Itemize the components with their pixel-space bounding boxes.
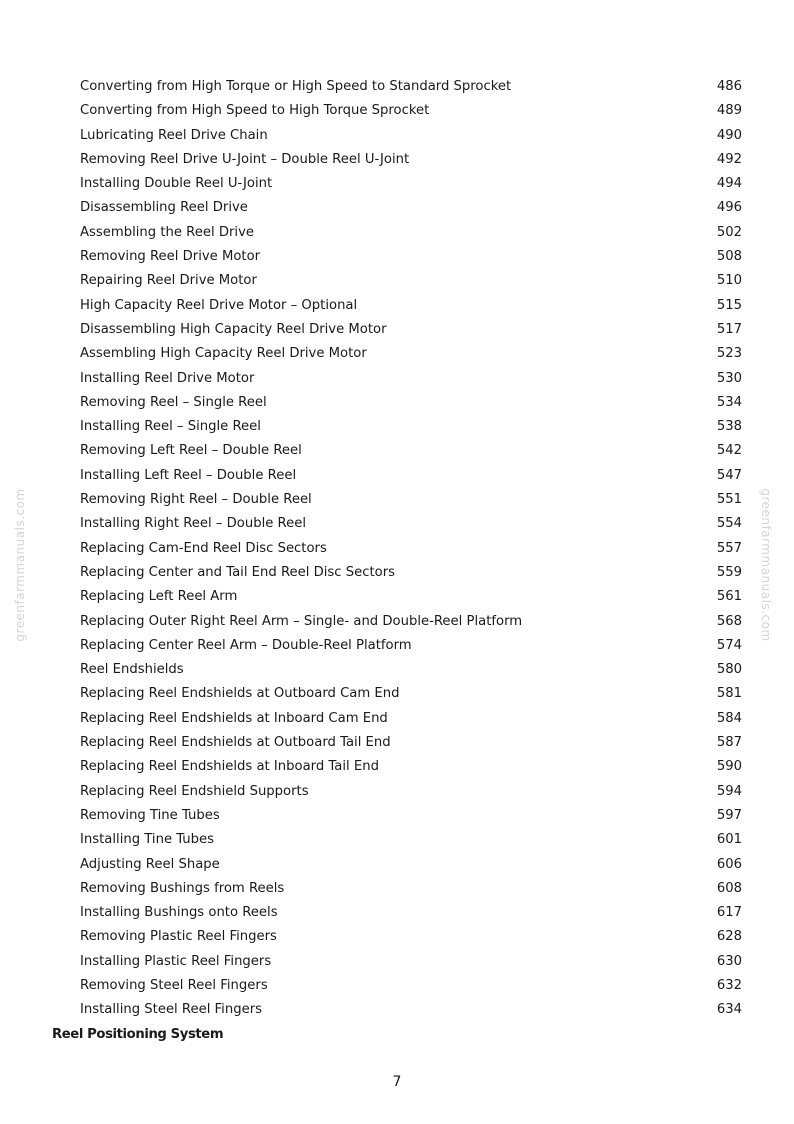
toc-entry-title: Installing Left Reel – Double Reel xyxy=(80,467,297,483)
toc-entry-page: 523 xyxy=(716,346,742,362)
toc-entry-page: 597 xyxy=(716,807,742,823)
toc-entry[interactable] xyxy=(0,342,794,366)
toc-entry-page: 574 xyxy=(716,637,742,653)
toc-entry[interactable] xyxy=(0,804,794,828)
toc-entry-page: 502 xyxy=(716,224,742,240)
toc-entry[interactable] xyxy=(0,537,794,561)
toc-entry-title: Installing Reel Drive Motor xyxy=(80,370,255,386)
toc-entry[interactable] xyxy=(0,974,794,998)
toc-entry-title: Installing Double Reel U-Joint xyxy=(80,176,273,192)
toc-entry[interactable] xyxy=(0,925,794,949)
toc-entry-title: Removing Plastic Reel Fingers xyxy=(80,929,277,945)
toc-entry[interactable] xyxy=(0,610,794,634)
toc-entry-page: 490 xyxy=(716,127,742,143)
toc-entry-page: 587 xyxy=(716,735,742,751)
toc-entry-title: Replacing Center and Tail End Reel Disc Sectors xyxy=(80,564,395,580)
toc-entry-title: Assembling High Capacity Reel Drive Motor xyxy=(80,346,367,362)
toc-entry-page: 617 xyxy=(716,905,742,921)
toc-entry-title: Replacing Reel Endshields at Inboard Tail End xyxy=(80,759,379,775)
toc-entry-title: Replacing Reel Endshield Supports xyxy=(80,783,309,799)
toc-entry-title: Converting from High Speed to High Torque Sprocket xyxy=(80,103,430,119)
toc-entry-title: Assembling the Reel Drive xyxy=(80,224,254,240)
toc-entry[interactable] xyxy=(0,901,794,925)
toc-entry-title: Removing Tine Tubes xyxy=(80,807,220,823)
toc-entry-title: Disassembling High Capacity Reel Drive Motor xyxy=(80,321,387,337)
toc-entry-page: 632 xyxy=(716,977,742,993)
toc-entry[interactable] xyxy=(0,682,794,706)
toc-entry-page: 568 xyxy=(716,613,742,629)
section-heading: Reel Positioning System xyxy=(52,1027,224,1042)
toc-entry-page: 594 xyxy=(716,783,742,799)
toc-entry-title: Installing Reel – Single Reel xyxy=(80,419,261,435)
toc-entry-page: 538 xyxy=(716,419,742,435)
toc-entry-page: 496 xyxy=(716,200,742,216)
toc-entry[interactable] xyxy=(0,512,794,536)
toc-entry[interactable] xyxy=(0,658,794,682)
toc-entry-page: 557 xyxy=(716,540,742,556)
toc-entry-page: 559 xyxy=(716,564,742,580)
toc-entry-page: 630 xyxy=(716,953,742,969)
toc-entry[interactable] xyxy=(0,853,794,877)
toc-entry-title: Reel Endshields xyxy=(80,662,184,678)
toc-entry[interactable] xyxy=(0,318,794,342)
toc-entry-title: Replacing Cam-End Reel Disc Sectors xyxy=(80,540,327,556)
toc-entry-title: Replacing Reel Endshields at Inboard Cam End xyxy=(80,710,388,726)
toc-entry-page: 515 xyxy=(716,297,742,313)
table-of-contents xyxy=(0,75,794,1023)
toc-entry-page: 634 xyxy=(716,1002,742,1018)
watermark-right: greenfarmmanuals.com xyxy=(759,488,773,642)
toc-entry-page: 606 xyxy=(716,856,742,872)
page-number: 7 xyxy=(392,1074,402,1090)
toc-entry-page: 517 xyxy=(716,321,742,337)
toc-entry[interactable] xyxy=(0,755,794,779)
toc-entry[interactable] xyxy=(0,950,794,974)
toc-entry-title: Removing Reel Drive U-Joint – Double Reel U-Joint xyxy=(80,151,410,167)
toc-entry[interactable] xyxy=(0,148,794,172)
toc-entry-title: Disassembling Reel Drive xyxy=(80,200,248,216)
toc-entry-page: 601 xyxy=(716,832,742,848)
toc-entry-page: 489 xyxy=(716,103,742,119)
toc-entry[interactable] xyxy=(0,367,794,391)
toc-entry-title: Removing Reel – Single Reel xyxy=(80,394,267,410)
toc-entry-page: 554 xyxy=(716,516,742,532)
toc-entry-page: 561 xyxy=(716,589,742,605)
toc-entry-title: Installing Steel Reel Fingers xyxy=(80,1002,262,1018)
toc-entry[interactable] xyxy=(0,196,794,220)
toc-entry-title: Replacing Reel Endshields at Outboard Tail End xyxy=(80,735,391,751)
toc-entry-page: 486 xyxy=(716,79,742,94)
toc-entry-title: Repairing Reel Drive Motor xyxy=(80,273,257,289)
toc-entry-title: High Capacity Reel Drive Motor – Optional xyxy=(80,297,358,313)
toc-entry-page: 628 xyxy=(716,929,742,945)
toc-entry[interactable] xyxy=(0,439,794,463)
toc-entry-page: 608 xyxy=(716,880,742,896)
toc-entry-page: 581 xyxy=(716,686,742,702)
toc-entry-page: 580 xyxy=(716,662,742,678)
toc-entry-title: Adjusting Reel Shape xyxy=(80,856,220,872)
toc-entry-title: Lubricating Reel Drive Chain xyxy=(80,127,268,143)
toc-entry[interactable] xyxy=(0,585,794,609)
toc-entry-title: Removing Steel Reel Fingers xyxy=(80,977,268,993)
toc-entry[interactable] xyxy=(0,124,794,148)
toc-entry-title: Replacing Outer Right Reel Arm – Single- and Double-Reel Platform xyxy=(80,613,523,629)
toc-entry[interactable] xyxy=(0,877,794,901)
toc-entry-title: Installing Plastic Reel Fingers xyxy=(80,953,272,969)
toc-entry[interactable] xyxy=(0,998,794,1022)
toc-entry-title: Replacing Reel Endshields at Outboard Cam End xyxy=(80,686,400,702)
toc-entry[interactable] xyxy=(0,269,794,293)
toc-entry-page: 492 xyxy=(716,151,742,167)
toc-entry-title: Installing Tine Tubes xyxy=(80,832,215,848)
toc-entry[interactable] xyxy=(0,828,794,852)
toc-entry-page: 590 xyxy=(716,759,742,775)
toc-entry-title: Removing Right Reel – Double Reel xyxy=(80,492,312,508)
toc-entry[interactable] xyxy=(0,221,794,245)
toc-entry-title: Removing Bushings from Reels xyxy=(80,880,285,896)
toc-entry[interactable] xyxy=(0,780,794,804)
toc-entry[interactable] xyxy=(0,391,794,415)
toc-entry[interactable] xyxy=(0,488,794,512)
toc-entry-title: Removing Left Reel – Double Reel xyxy=(80,443,302,459)
toc-entry-title: Replacing Center Reel Arm – Double-Reel Platform xyxy=(80,637,412,653)
toc-entry-page: 542 xyxy=(716,443,742,459)
toc-entry-page: 534 xyxy=(716,394,742,410)
toc-entry-title: Removing Reel Drive Motor xyxy=(80,249,261,265)
toc-entry[interactable] xyxy=(0,245,794,269)
toc-entry[interactable] xyxy=(0,634,794,658)
toc-entry-title: Replacing Left Reel Arm xyxy=(80,589,238,605)
toc-entry[interactable] xyxy=(0,464,794,488)
toc-entry[interactable] xyxy=(0,731,794,755)
toc-entry[interactable] xyxy=(0,172,794,196)
toc-entry-page: 510 xyxy=(716,273,742,289)
toc-entry-page: 584 xyxy=(716,710,742,726)
toc-entry[interactable] xyxy=(0,415,794,439)
toc-entry-page: 508 xyxy=(716,249,742,265)
toc-entry-page: 551 xyxy=(716,492,742,508)
toc-entry[interactable] xyxy=(0,707,794,731)
toc-entry-page: 494 xyxy=(716,176,742,192)
toc-entry[interactable] xyxy=(0,99,794,123)
toc-entry[interactable] xyxy=(0,75,794,99)
toc-entry[interactable] xyxy=(0,561,794,585)
toc-entry-title: Installing Bushings onto Reels xyxy=(80,905,278,921)
toc-entry[interactable] xyxy=(0,294,794,318)
watermark-left: greenfarmmanuals.com xyxy=(13,488,27,642)
toc-entry-title: Installing Right Reel – Double Reel xyxy=(80,516,307,532)
toc-entry-page: 530 xyxy=(716,370,742,386)
toc-entry-page: 547 xyxy=(716,467,742,483)
toc-entry-title: Converting from High Torque or High Speed to Standard Sprocket xyxy=(80,79,512,94)
